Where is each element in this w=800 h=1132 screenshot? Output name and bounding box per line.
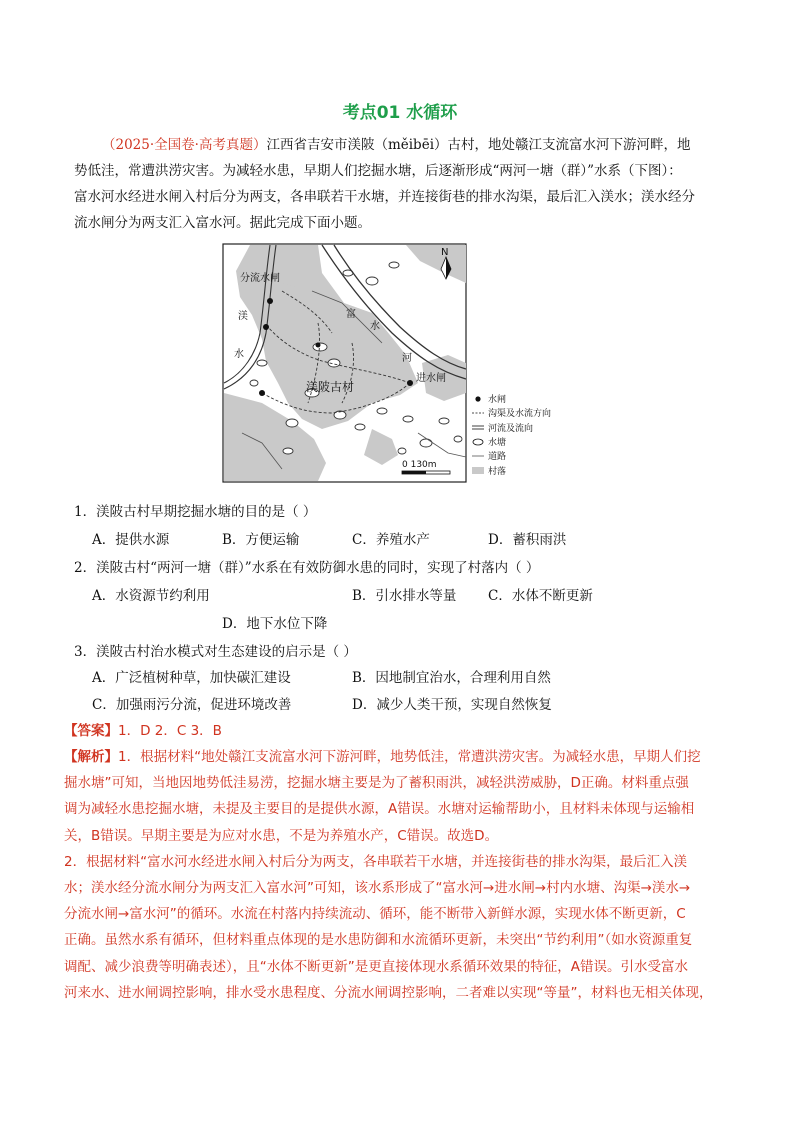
q2-option-a[interactable]: A．水资源节约利用 [92,588,210,604]
legend-gate-icon [475,396,480,401]
analysis-line-9: 调配、减少浪费等明确表述），且“水体不断更新”是更直接体现水系循环效果的特征，A错误。引水受富水 [64,958,688,975]
analysis-line-4: 关，B错误。早期主要是为应对水患，不是为养殖水产，C错误。故选D。 [64,827,499,844]
analysis-line-1: 【解析】1．根据材料“地处赣江支流富水河下游河畔，地势低洼，常遭洪涝灾害。为减轻水患，早期人们挖 [64,749,701,765]
legend-item-village: 村落 [488,467,507,477]
q3-option-c[interactable]: C．加强雨污分流，促进环境改善 [92,697,292,713]
question-2-stem: 2．渼陂古村“两河一塘（群）”水系在有效防御水患的同时，实现了村落内（ ） [74,560,540,576]
q2-option-b[interactable]: B．引水排水等量 [352,588,457,604]
question-3-options [92,666,752,714]
legend-item-pond: 水塘 [488,438,507,448]
source-tag: （2025·全国卷·高考真题） [102,137,267,153]
analysis-line-6: 水；渼水经分流水闸分为两支汇入富水河”可知，该水系形成了“富水河→进水闸→村内水塘、沟渠→渼水→ [64,880,691,897]
water-system-map [222,243,578,483]
gate-label: 分流水闸 [240,273,280,284]
question-2-options [92,584,752,632]
north-label: N [441,247,449,258]
answer-line [64,719,222,739]
analysis-block [64,744,754,1006]
inlet-label: 进水闸 [416,373,446,384]
intro-line-3: 富水河水经进水闸入村后分为两支，各串联若干水塘，并连接街巷的排水沟渠，最后汇入渼水；渼水经分 [74,189,695,205]
analysis-line-2: 掘水塘”可知，当地因地势低洼易涝，挖掘水塘主要是为了蓄积雨洪，减轻洪涝威胁，D正确。材料重点强 [64,775,689,792]
he-label: 河 [402,353,412,364]
mei-label-a: 渼 [238,311,248,322]
q3-option-a[interactable]: A．广泛植树种草，加快碳汇建设 [92,670,291,686]
q2-option-d[interactable]: D．地下水位下降 [222,616,328,632]
legend-village-icon [472,467,484,474]
legend-item-canal: 沟渠及水流方向 [488,409,552,419]
q1-option-b[interactable]: B．方便运输 [222,532,300,548]
question-1-options [92,528,752,548]
scale-label: 0 130m [402,460,437,470]
fu-label: 富 [346,309,356,320]
village-label: 渼陂古村 [306,380,355,394]
q1-option-a[interactable]: A．提供水源 [92,532,170,548]
legend-item-river: 河流及流向 [488,424,534,434]
page-title: 考点01 水循环 [342,103,458,123]
intro-paragraph [74,132,734,236]
answer-label: 【答案】 [64,723,118,739]
q3-option-d[interactable]: D．减少人类干预，实现自然恢复 [352,697,552,713]
q3-option-b[interactable]: B．因地制宜治水，合理利用自然 [352,670,551,686]
analysis-label: 【解析】 [64,749,118,765]
legend-item-gate: 水闸 [488,395,507,405]
intro-line-4: 流水闸分为两支汇入富水河。据此完成下面小题。 [74,215,371,231]
intro-line-2: 势低洼，常遭洪涝灾害。为减轻水患，早期人们挖掘水塘，后逐渐形成“两河一塘（群）”水系（下图）： [74,163,682,179]
legend-pond-icon [473,439,483,445]
analysis-line-10: 河来水、进水闸调控影响，排水受水患程度、分流水闸调控影响，二者难以实现“等量”，材料也无相关体现， [64,984,713,1001]
answer-text: 1．D 2．C 3．B [118,723,222,739]
shui-label-b: 水 [370,321,380,332]
analysis-line-7: 分流水闸→富水河”的循环。水流在村落内持续流动、循环，能不断带入新鲜水源，实现水体不断更新，C [64,906,686,923]
analysis-line-8: 正确。虽然水系有循环，但材料重点体现的是水患防御和水流循环更新，未突出“节约利用”（如水资源重复 [64,932,693,949]
shui-label-a: 水 [234,349,244,360]
analysis-line-3: 调为减轻水患挖掘水塘，未提及主要目的是提供水源，A错误。水塘对运输帮助小，且材料未体现与运输相 [64,801,695,818]
map-legend [472,393,551,477]
q2-option-c[interactable]: C．水体不断更新 [488,588,593,604]
question-3-stem: 3．渼陂古村治水模式对生态建设的启示是（ ） [74,644,357,660]
legend-item-road: 道路 [488,452,507,462]
q1-option-d[interactable]: D．蓄积雨洪 [488,532,567,548]
intro-line-1 [74,132,734,158]
intro-text-1: 江西省吉安市渼陂（měibēi）古村，地处赣江支流富水河下游河畔，地 [266,137,691,153]
question-1-stem: 1．渼陂古村早期挖掘水塘的目的是（ ） [74,504,317,520]
analysis-line-5: 2．根据材料“富水河水经进水闸入村后分为两支，各串联若干水塘，并连接街巷的排水沟渠，最后汇入渼 [64,853,688,870]
q1-option-c[interactable]: C．养殖水产 [352,532,430,548]
